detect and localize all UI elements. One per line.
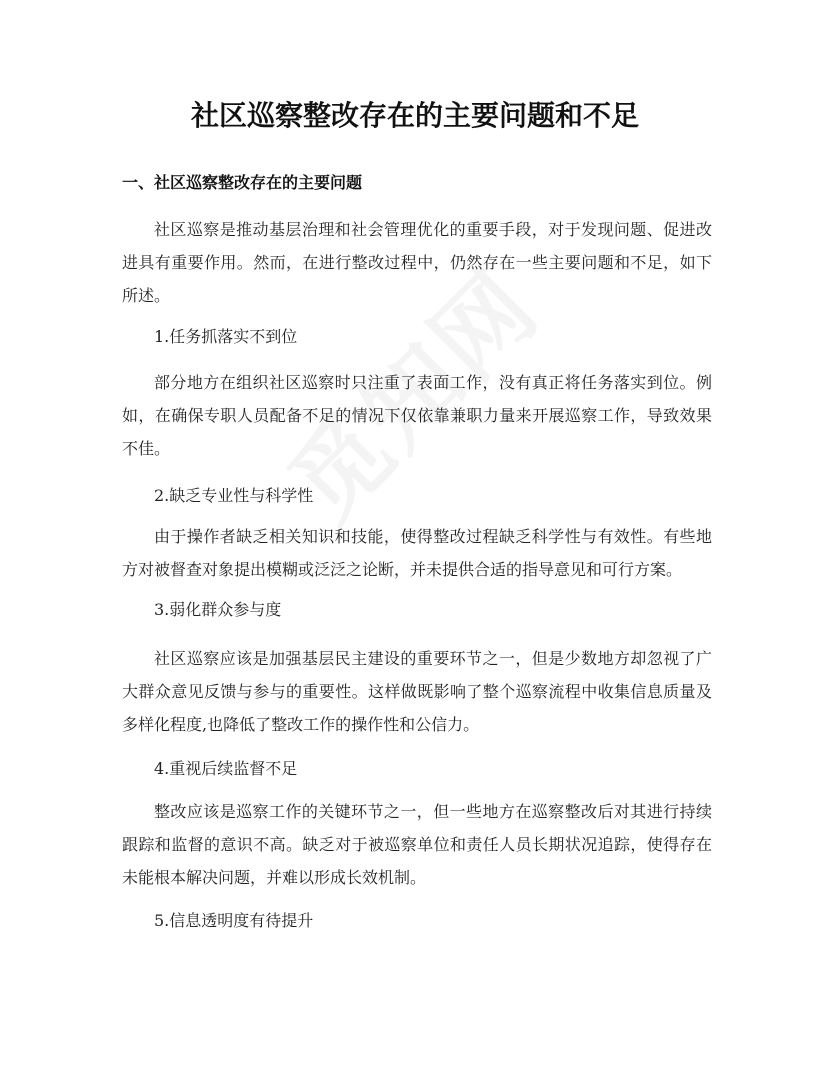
item-heading-1: 1.任务抓落实不到位 bbox=[154, 327, 298, 346]
section-heading: 一、社区巡察整改存在的主要问题 bbox=[122, 173, 363, 192]
item-heading-2: 2.缺乏专业性与科学性 bbox=[154, 486, 314, 505]
item-body-2: 由于操作者缺乏相关知识和技能，使得整改过程缺乏科学性与有效性。有些地方对被督查对象提出模糊或泛泛之论断，并未提供合适的指导意见和可行方案。 bbox=[122, 527, 712, 579]
intro-paragraph: 社区巡察是推动基层治理和社会管理优化的重要手段，对于发现问题、促进改进具有重要作用。然而，在进行整改过程中，仍然存在一些主要问题和不足，如下所述。 bbox=[122, 220, 712, 305]
item-body-4: 整改应该是巡察工作的关键环节之一，但一些地方在巡察整改后对其进行持续跟踪和监督的意识不高。缺乏对于被巡察单位和责任人员长期状况追踪，使得存在未能根本解决问题，并难以形成长效机制。 bbox=[122, 802, 712, 887]
item-body-3: 社区巡察应该是加强基层民主建设的重要环节之一，但是少数地方却忽视了广大群众意见反馈与参与的重要性。这样做既影响了整个巡察流程中收集信息质量及多样化程度,也降低了整改工作的操作性和公信力。 bbox=[122, 649, 712, 734]
item-heading-5: 5.信息透明度有待提升 bbox=[154, 911, 314, 930]
document-title: 社区巡察整改存在的主要问题和不足 bbox=[190, 99, 639, 132]
item-body-1: 部分地方在组织社区巡察时只注重了表面工作，没有真正将任务落实到位。例如，在确保专职人员配备不足的情况下仅依靠兼职力量来开展巡察工作，导致效果不佳。 bbox=[122, 373, 712, 458]
item-heading-4: 4.重视后续监督不足 bbox=[154, 759, 298, 778]
item-heading-3: 3.弱化群众参与度 bbox=[154, 600, 282, 619]
